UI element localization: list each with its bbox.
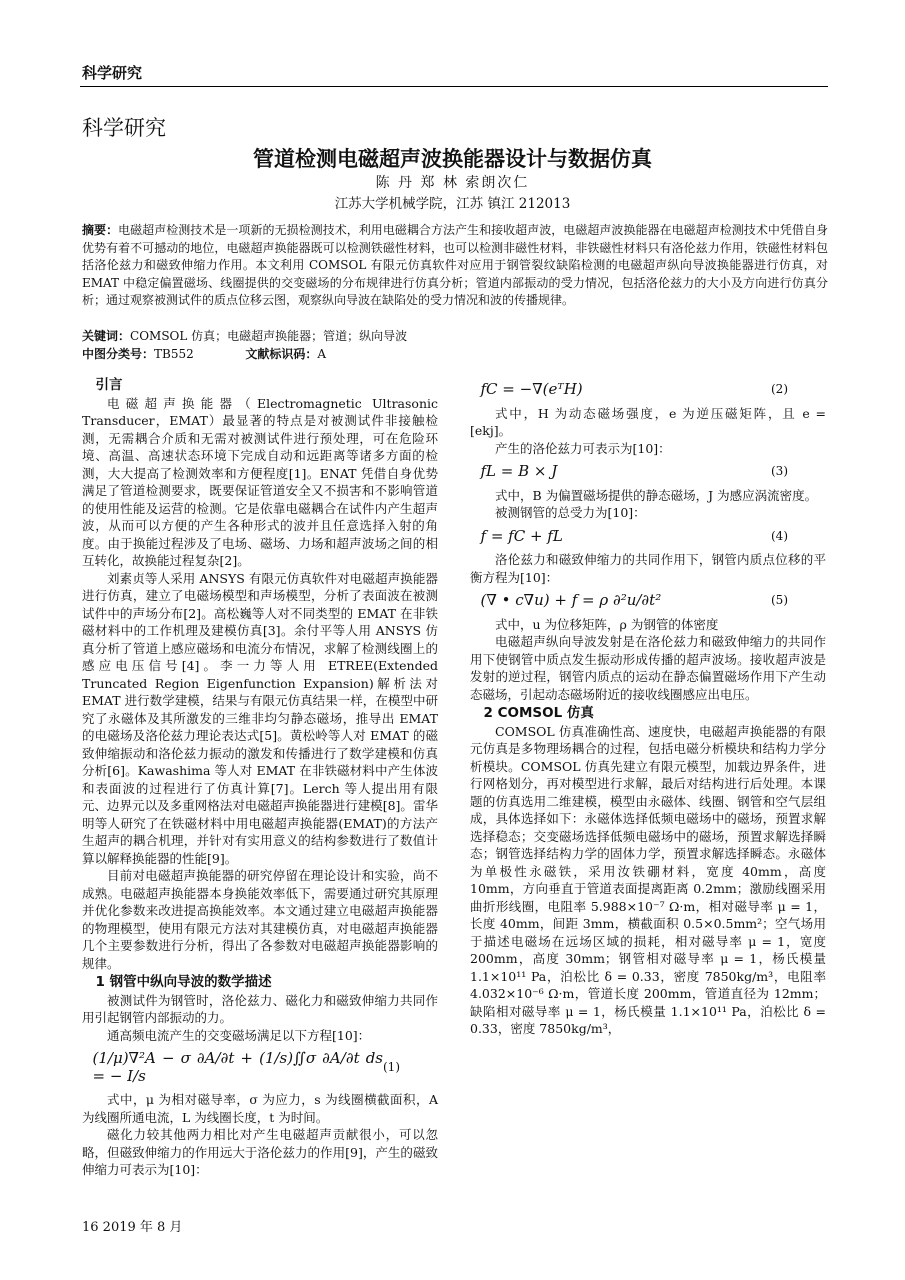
- equation-2: [481, 381, 827, 399]
- equation-2-body: fC = −∇(eᵀH): [480, 380, 583, 398]
- heading-intro: 引言: [95, 377, 123, 393]
- equation-4: [481, 528, 827, 546]
- intro-paragraph-2: 刘素贞等人采用 ANSYS 有限元仿真软件对电磁超声换能器进行仿真，建立了电磁场模型和声场模型，分析了表面波在被测试件中的声场分布[2]。高松巍等人对不同类型的 EMAT 在非铁磁材料中的工作机理及建模仿真[3]。余付平等人用 ANSYS 仿真分析了管道上感应磁场和电流分布情况，求解了检测线圈上的感应电压信号[4]。李一力等人用 ETREE(Extended Truncated Region Eigenfunction Expansion)解析法对 EMAT 进行数学建模，结果与有限元仿真结果一样，在模型中研究了永磁体及其所激发的三维非均匀静态磁场，推导出 EMAT 的电磁场及洛伦兹力理论表达式[5]。黄松岭等人对 EMAT 的磁致伸缩振动和洛伦兹力振动的激发和传播进行了数学建模和仿真分析[6]。Kawashima 等人对 EMAT 在非铁磁材料中产生体波和表面波的过程进行了仿真计算[7]。Lerch 等人提出用有限元、边界元以及多重网格法对电磁超声换能器进行建模[8]。雷华明等人研究了在铁磁材料中用电磁超声换能器(EMAT)的方法产生超声的耦合机理，并针对有实用意义的结构参数进行了数值计算以解释换能器的性能[9]。: [82, 570, 438, 866]
- page-footer: 16 2019 年 8 月: [82, 1220, 183, 1235]
- keywords: [82, 327, 828, 344]
- equation-2-number: (2): [771, 382, 788, 396]
- equation-1-number: (1): [383, 1059, 400, 1074]
- section1-paragraph-2: 通高频电流产生的交变磁场满足以下方程[10]：: [107, 1027, 371, 1043]
- eq3-explanation: 式中，B 为偏置磁场提供的静态磁场，J 为感应涡流密度。: [495, 487, 818, 503]
- eq2-explanation: 式中，H 为动态磁场强度，e 为逆压磁矩阵，且 e = [ekj]。: [470, 405, 826, 438]
- equation-5: [481, 592, 827, 610]
- abstract-text: 电磁超声检测技术是一项新的无损检测技术，利用电磁耦合方法产生和接收超声波，电磁超声波换能器在电磁超声检测技术中凭借自身优势有着不可撼动的地位，电磁超声换能器既可以检测铁磁性材料，也可以检测非磁性材料，非铁磁性材料只有洛伦兹力作用，铁磁性材料包括洛伦兹力和磁致伸缩力作用。本文利用 COMSOL 有限元仿真软件对应用于钢管裂纹缺陷检测的电磁超声纵向导波换能器进行仿真，对 EMAT 中稳定偏置磁场、线圈提供的交变磁场的分布规律进行仿真分析；管道内部振动的受力情况，包括洛伦兹力的大小及方向进行仿真分析；通过观察被测试件的质点位移云图，观察纵向导波在缺陷处的受力情况和波的传播规律。: [82, 223, 828, 307]
- doc-code-label: 文献标识码：: [245, 347, 318, 361]
- affiliation: 江苏大学机械学院，江苏 镇江 212013: [334, 196, 571, 212]
- abstract: [82, 222, 828, 310]
- classification: [82, 345, 828, 362]
- intro-paragraph-1: 电磁超声换能器（Electromagnetic Ultrasonic Transducer，EMAT）最显著的特点是对被测试件非接触检测，无需耦合介质和无需对被测试件进行预处理，可在危险环境、高温、高速状态环境下完成自动和远距离等诸多方面的检测，大大提高了检测效率和方便程度[1]。ENAT 凭借自身优势满足了管道检测要求，既要保证管道安全又不损害和不影响管道的使用性能及运营的检测。它是依靠电磁耦合在试件内产生超声波，从而可以方便的产生各种形式的波并且任意选择入射的角度。由于换能过程涉及了电场、磁场、力场和超声波场之间的相互转化，故换能过程复杂[2]。: [82, 395, 438, 568]
- comsol-paragraph: COMSOL 仿真准确性高、速度快，电磁超声换能器的有限元仿真是多物理场耦合的过程，包括电磁分析模块和结构力学分析模块。COMSOL 仿真先建立有限元模型，加载边界条件，进行网格划分，再对模型进行求解，最后对结构进行后处理。本课题的仿真选用二维建模，模型由永磁体、线圈、钢管和空气层组成，具体选择如下：永磁体选择低频电磁场中的磁场，预置求解选择稳态；交变磁场选择低频电磁场中的磁场，预置求解选择瞬态；钢管选择结构力学的固体力学，预置求解选择瞬态。永磁体为单极性永磁铁，采用汝铁硼材料，宽度 40mm，高度 10mm，方向垂直于管道表面提离距离 0.2mm；激励线圈采用曲折形线圈，电阻率 5.988×10⁻⁷ Ω·m，相对磁导率 μ = 1，长度 40mm，间距 3mm，横截面积 0.5×0.5mm²；空气场用于描述电磁场在远场区域的损耗，相对磁导率 μ = 1，宽度 200mm，高度 30mm；钢管相对磁导率 μ = 1，杨氏模量 1.1×10¹¹ Pa，泊松比 δ = 0.33，密度 7850kg/m³，电阻率 4.032×10⁻⁶ Ω·m，管道长度 200mm，管道直径为 12mm；缺陷相对磁导率 μ = 1，杨氏模量 1.1×10¹¹ Pa，泊松比 δ = 0.33，密度 7850kg/m³，: [470, 723, 826, 1036]
- emat-mechanism-paragraph: 电磁超声纵向导波发射是在洛伦兹力和磁致伸缩力的共同作用下使钢管中质点发生振动形成传播的超声波场。接收超声波是发射的逆过程，钢管内质点的运动在静态偏置磁场作用下产生动态磁场，引起动态磁场附近的接收线圈感应出电压。: [470, 634, 826, 702]
- abstract-label: 摘要：: [82, 223, 119, 237]
- heading-section-1: 1 钢管中纵向导波的数学描述: [95, 974, 272, 990]
- right-column: [470, 375, 826, 1038]
- keywords-label: 关键词：: [82, 329, 131, 343]
- section1-paragraph-4: 磁化力较其他两力相比对产生电磁超声贡献很小，可以忽略，但磁致伸缩力的作用远大于洛伦兹力的作用[9]，产生的磁致伸缩力可表示为[10]：: [82, 1127, 438, 1177]
- equation-3-number: (3): [771, 464, 788, 478]
- balance-intro: 洛伦兹力和磁致伸缩力的共同作用下，钢管内质点位移的平衡方程为[10]：: [470, 552, 826, 585]
- paper-title: 管道检测电磁超声波换能器设计与数据仿真: [253, 147, 652, 171]
- total-force-intro: 被测钢管的总受力为[10]：: [495, 505, 646, 520]
- equation-4-body: f = fC + fL: [480, 526, 563, 545]
- equation-5-number: (5): [771, 593, 788, 607]
- header-rule: [80, 86, 828, 87]
- section1-paragraph-3: 式中，μ 为相对磁导率，σ 为应力，s 为线圈横截面积，A 为线圈所通电流，L 为线圈长度，t 为时间。: [82, 1092, 438, 1125]
- authors: 陈 丹 郑 林 索朗次仁: [375, 175, 530, 191]
- clc-label: 中图分类号：: [82, 347, 155, 361]
- section-tag: 科学研究: [82, 116, 166, 140]
- section1-paragraph-1: 被测试件为钢管时，洛伦兹力、磁化力和磁致伸缩力共同作用引起钢管内部振动的力。: [82, 992, 438, 1025]
- equation-5-body: (∇ • c∇u) + f = ρ ∂²u/∂t²: [480, 591, 662, 609]
- clc-value: TB552: [154, 347, 194, 361]
- doc-code-value: A: [317, 347, 327, 361]
- keywords-text: COMSOL 仿真；电磁超声换能器；管道；纵向导波: [130, 329, 408, 343]
- equation-1-body: (1/μ)∇²A − σ ∂A/∂t + (1/s)∬σ ∂A/∂t ds = − I/s: [92, 1049, 383, 1085]
- lorentz-intro: 产生的洛伦兹力可表示为[10]：: [495, 440, 671, 456]
- running-head: 科学研究: [82, 64, 143, 82]
- equation-4-number: (4): [771, 528, 788, 543]
- equation-3-body: fL = B × J: [480, 462, 558, 480]
- left-column: [82, 375, 438, 1179]
- eq5-explanation: 式中，u 为位移矩阵，ρ 为钢管的体密度: [495, 616, 719, 632]
- heading-section-2: 2 COMSOL 仿真: [483, 705, 594, 721]
- equation-3: [481, 463, 827, 481]
- intro-paragraph-3: 目前对电磁超声换能器的研究停留在理论设计和实验，尚不成熟。电磁超声换能器本身换能效率低下，需要通过研究其原理并优化参数来改进提高换能效率。本文通过建立电磁超声换能器的物理模型，使用有限元方法对其建模仿真，对电磁超声换能器几个主要参数进行分析，得出了各参数对电磁超声换能器影响的规律。: [82, 868, 438, 971]
- equation-1: [93, 1050, 439, 1085]
